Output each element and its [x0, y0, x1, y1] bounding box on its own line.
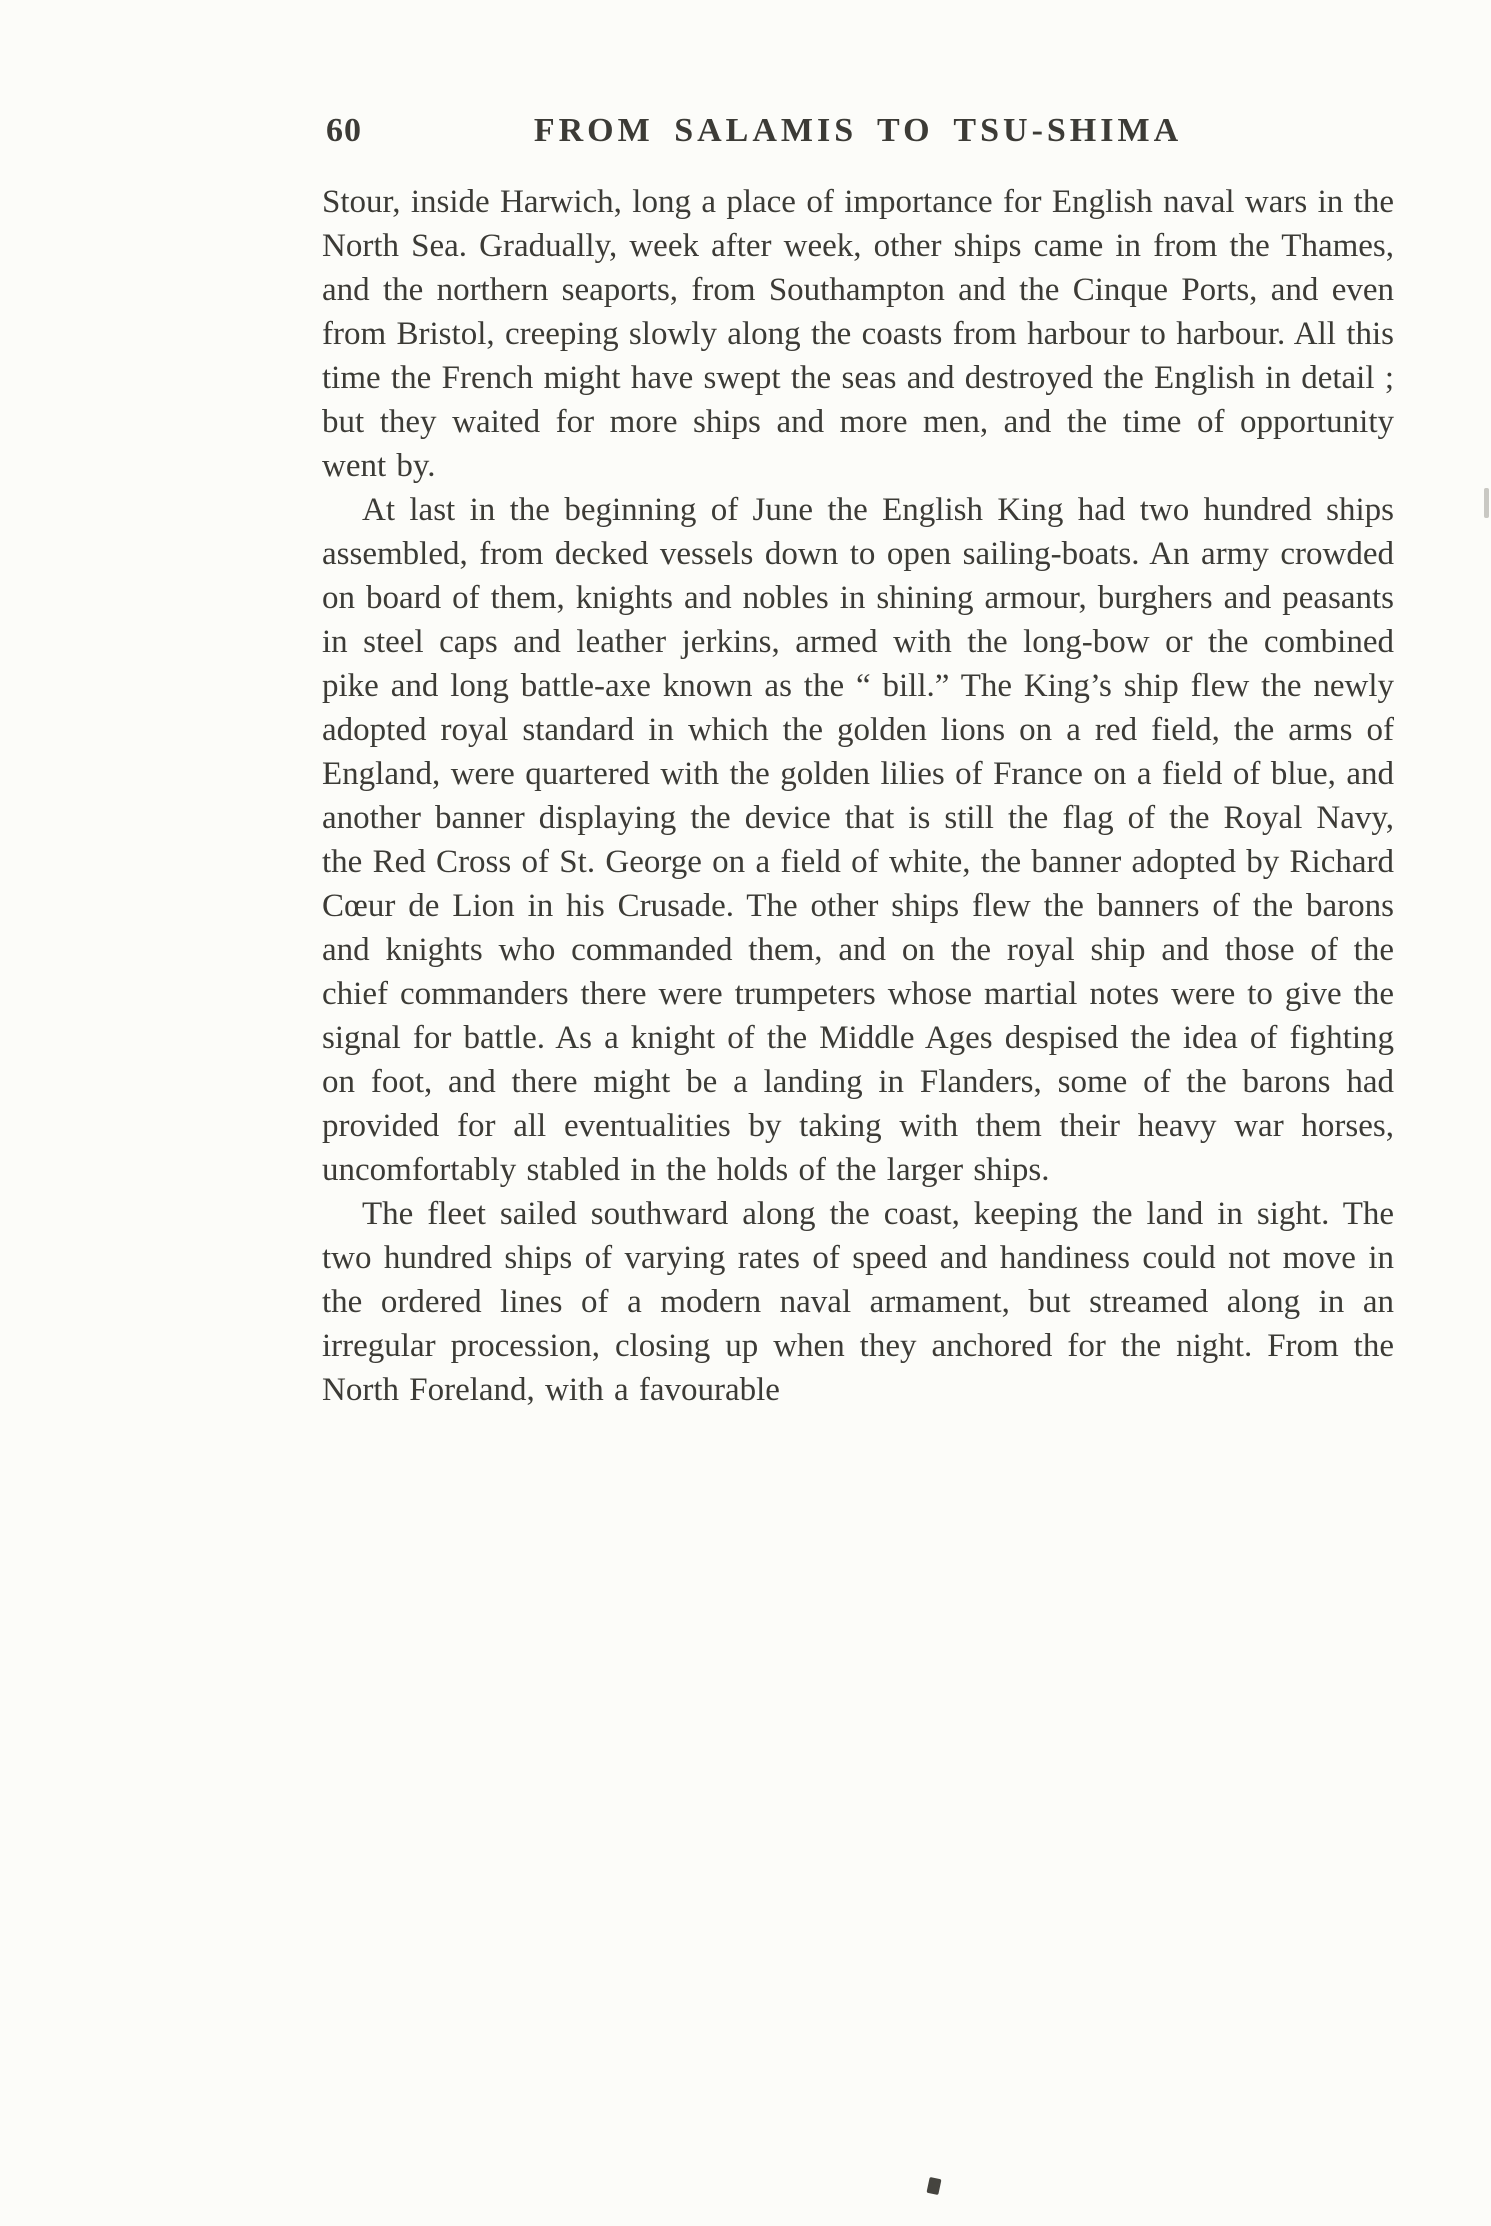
scan-artifact — [1484, 488, 1489, 518]
running-head-title: FROM SALAMIS TO TSU-SHIMA — [533, 112, 1183, 149]
page-number: 60 — [326, 112, 362, 149]
text-block — [322, 112, 1394, 1412]
paragraph: The fleet sailed southward along the coast, keeping the land in sight. The two hundred ships of varying rates of speed and handiness could not move in the ordered lines of a modern naval armament, but streamed along in an irregular procession, closing up when they anchored for the night. From the North Foreland, with a favourable — [322, 1196, 1394, 1408]
scan-artifact — [926, 2177, 941, 2195]
paragraph: At last in the beginning of June the English King had two hundred ships assembled, from decked vessels down to open sailing-boats. An army crowded on board of them, knights and nobles in shining armour, burghers and peasants in steel caps and leather jerkins, armed with the long-bow or the combined pike and long battle-axe known as the “ bill.” The King’s ship flew the newly adopted royal standard in which the golden lions on a red field, the arms of England, were quartered with the golden lilies of France on a field of blue, and another banner displaying the device that is still the flag of the Royal Navy, the Red Cross of St. George on a field of white, the banner adopted by Richard Cœur de Lion in his Crusade. The other ships flew the banners of the barons and knights who commanded them, and on the royal ship and those of the chief commanders there were trumpeters whose martial notes were to give the signal for battle. As a knight of the Middle Ages despised the idea of fighting on foot, and there might be a landing in Flanders, some of the barons had provided for all eventualities by taking with them their heavy war horses, uncomfortably stabled in the holds of the larger ships. — [322, 492, 1394, 1188]
paragraph: Stour, inside Harwich, long a place of importance for English naval wars in the North Sea. Gradually, week after week, other ships came in from the Thames, and the northern seaports, from Southampton and the Cinque Ports, and even from Bristol, creeping slowly along the coasts from harbour to harbour. All this time the French might have swept the seas and destroyed the English in detail ; but they waited for more ships and more men, and the time of opportunity went by. — [322, 184, 1394, 484]
page-header — [322, 112, 1394, 164]
body-text — [322, 180, 1394, 1412]
